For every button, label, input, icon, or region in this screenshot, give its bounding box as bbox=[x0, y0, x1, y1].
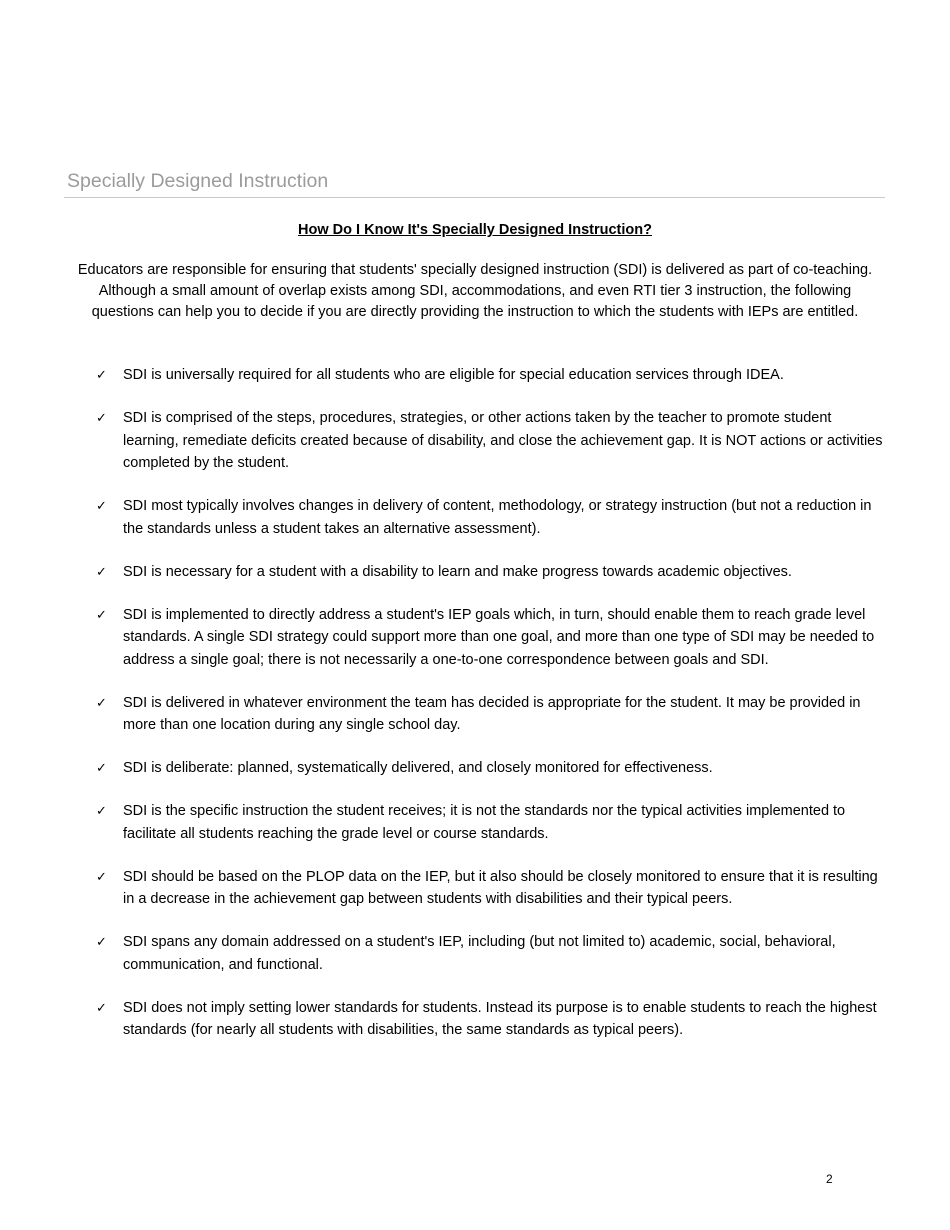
check-icon: ✓ bbox=[96, 563, 107, 579]
check-icon: ✓ bbox=[96, 934, 107, 949]
page-header bbox=[64, 168, 885, 198]
checklist-item bbox=[96, 495, 886, 540]
check-icon: ✓ bbox=[96, 694, 107, 710]
checklist-item bbox=[96, 866, 886, 911]
checklist-item-text: SDI should be based on the PLOP data on the IEP, but it also should be closely monitored to ensure that it is resulting in a decrease in the achievement gap between students with disabilities and their typical peers. bbox=[123, 868, 878, 907]
page-number: 2 bbox=[826, 1172, 833, 1186]
check-icon: ✓ bbox=[96, 367, 107, 382]
check-icon: ✓ bbox=[96, 606, 107, 622]
checklist-item-text: SDI is comprised of the steps, procedures, strategies, or other actions taken by the teacher to promote student learning, remediate deficits created because of disability, and close the achievement gap. It is NOT actions or activities completed by the student. bbox=[123, 410, 883, 471]
checklist-item-text: SDI is delivered in whatever environment the team has decided is appropriate for the student. It may be provided in more than one location during any single school day. bbox=[123, 694, 861, 733]
check-icon: ✓ bbox=[96, 999, 107, 1015]
checklist-item-text: SDI is the specific instruction the student receives; it is not the standards nor the typical activities implemented to facilitate all students reaching the grade level or course standards. bbox=[123, 803, 846, 842]
check-icon: ✓ bbox=[96, 498, 107, 513]
sdi-checklist bbox=[96, 364, 886, 1062]
checklist-item bbox=[96, 604, 886, 672]
document-heading: How Do I Know It's Specially Designed Instruction? bbox=[298, 222, 652, 238]
checklist-item-text: SDI is universally required for all students who are eligible for special education services through IDEA. bbox=[123, 367, 784, 383]
checklist-item bbox=[96, 931, 886, 976]
checklist-item-text: SDI is deliberate: planned, systematically delivered, and closely monitored for effectiveness. bbox=[123, 760, 713, 776]
intro-paragraph: Educators are responsible for ensuring that students' specially designed instruction (SDI) is delivered as part of co-teaching. Although a small amount of overlap exists among SDI, accommodations, and even RTI tier 3 instruction, the following questions can help you to decide if you are directly providing the instruction to which the students with IEPs are entitled. bbox=[77, 262, 873, 320]
check-icon: ✓ bbox=[96, 410, 107, 425]
checklist-item-text: SDI is necessary for a student with a disability to learn and make progress towards academic objectives. bbox=[123, 563, 792, 580]
checklist-item-text: SDI most typically involves changes in delivery of content, methodology, or strategy instruction (but not a reduction in the standards unless a student takes an alternative assessment). bbox=[123, 498, 872, 537]
check-icon: ✓ bbox=[96, 803, 107, 818]
check-icon: ✓ bbox=[96, 760, 107, 775]
checklist-item bbox=[96, 692, 886, 737]
checklist-item bbox=[96, 997, 886, 1042]
checklist-item bbox=[96, 561, 886, 584]
checklist-item-text: SDI spans any domain addressed on a student's IEP, including (but not limited to) academic, social, behavioral, communication, and functional. bbox=[123, 934, 836, 973]
checklist-item bbox=[96, 407, 886, 475]
checklist-item-text: SDI does not imply setting lower standards for students. Instead its purpose is to enable students to reach the highest standards (for nearly all students with disabilities, the same standards as typical peers). bbox=[123, 999, 877, 1038]
checklist-item bbox=[96, 757, 886, 780]
page-header-title: Specially Designed Instruction bbox=[67, 170, 329, 192]
checklist-item-text: SDI is implemented to directly address a student's IEP goals which, in turn, should enable them to reach grade level standards. A single SDI strategy could support more than one goal, and more than one type of SDI may be needed to address a single goal; there is not necessarily a one-to-one correspondence between goals and SDI. bbox=[123, 606, 875, 668]
check-icon: ✓ bbox=[96, 868, 107, 884]
checklist-item bbox=[96, 800, 886, 845]
checklist-item bbox=[96, 364, 886, 387]
